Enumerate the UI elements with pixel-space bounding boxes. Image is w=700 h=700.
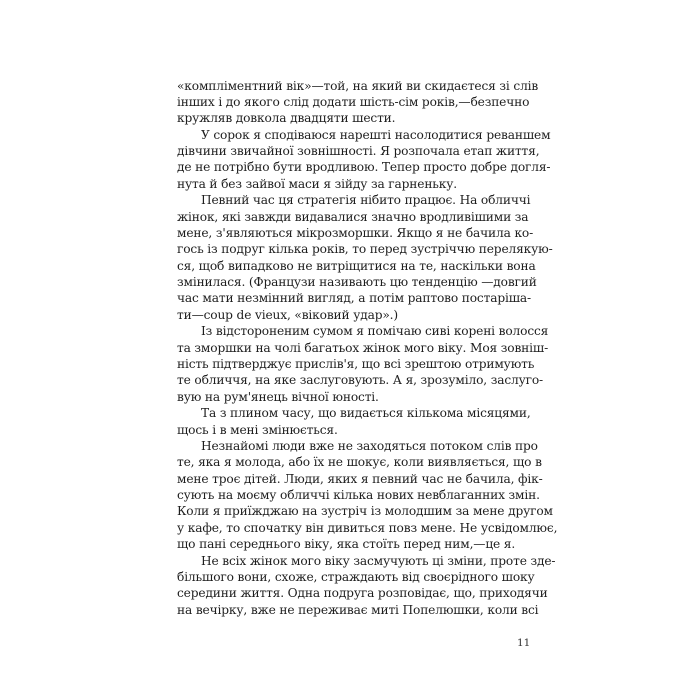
- text-line: У сорок я сподіваюся нарешті насолодитися реваншем: [201, 128, 551, 142]
- text-line: мене, з'являються мікрозморшки. Якщо я не бачила ко-: [177, 226, 534, 240]
- page-number: 11: [517, 637, 531, 649]
- text-line: мене троє дітей. Люди, яких я певний час не бачила, фік-: [177, 472, 543, 486]
- text-line: що пані середнього віку, яка стоїть перед ним,—це я.: [177, 537, 516, 551]
- text-line: ти—coup de vieux, «віковий удар».): [177, 308, 398, 322]
- text-line: середини життя. Одна подруга розповідає, що, приходячи: [177, 586, 548, 600]
- text-line: інших і до якого слід додати шість-сім років,—безпечно: [177, 95, 530, 109]
- text-line: де не потрібно бути вродливою. Тепер просто добре догля-: [177, 160, 551, 174]
- text-line: Не всіх жінок мого віку засмучують ці зміни, проте здe-: [201, 554, 556, 568]
- text-line: щось і в мені змінюється.: [177, 423, 338, 437]
- text-line: ність підтверджує прислів'я, що всі зрештою отримують: [177, 357, 535, 371]
- text-line: більшого вони, схоже, страждають від своєрідного шоку: [177, 570, 535, 584]
- text-line: Із відстороненим сумом я помічаю сиві корені волосся: [201, 324, 549, 338]
- text-line: те обличчя, на яке заслуговують. А я, зрозуміло, заслуго-: [177, 373, 544, 387]
- text-line: Певний час ця стратегія нібито працює. На обличчі: [201, 193, 531, 207]
- text-line: у кафе, то спочатку він дивиться повз мене. Не усвідомлює,: [177, 521, 558, 535]
- text-line: та зморшки на чолі багатьох жінок мого віку. Моя зовніш-: [177, 341, 549, 355]
- text-line: Незнайомі люди вже не заходяться потоком слів про: [201, 439, 538, 453]
- text-line: гось із подруг кілька років, то перед зустріччю перелякую-: [177, 242, 553, 256]
- text-line: дівчини звичайної зовнішності. Я розпочала етап життя,: [177, 144, 540, 158]
- text-line: Коли я приїжджаю на зустріч із молодшим за мене другом: [177, 504, 553, 518]
- text-line: ся, щоб випадково не витріщитися на те, наскільки вона: [177, 259, 536, 273]
- text-line: змінилася. (Французи називають цю тенденцію —довгий: [177, 275, 537, 289]
- text-line: «компліментний вік»—той, на який ви скидаєтеся зі слів: [177, 79, 539, 93]
- text-line: Та з плином часу, що видається кількома місяцями,: [201, 406, 531, 420]
- text-line: жінок, які завжди видавалися значно вродливішими за: [177, 210, 529, 224]
- text-line: сують на моєму обличчі кілька нових невблаганних змін.: [177, 488, 540, 502]
- text-line: час мати незмінний вигляд, а потім раптово постаріша-: [177, 291, 531, 305]
- text-line: те, яка я молода, або їх не шокує, коли виявляється, що в: [177, 455, 542, 469]
- text-line: на вечірку, вже не переживає миті Попелюшки, коли всі: [177, 603, 539, 617]
- text-line: кружляв довкола двадцяти шести.: [177, 111, 396, 125]
- text-line: вую на рум'янець вічної юності.: [177, 390, 379, 404]
- text-line: нута й без зайвої маси я зійду за гарненьку.: [177, 177, 457, 191]
